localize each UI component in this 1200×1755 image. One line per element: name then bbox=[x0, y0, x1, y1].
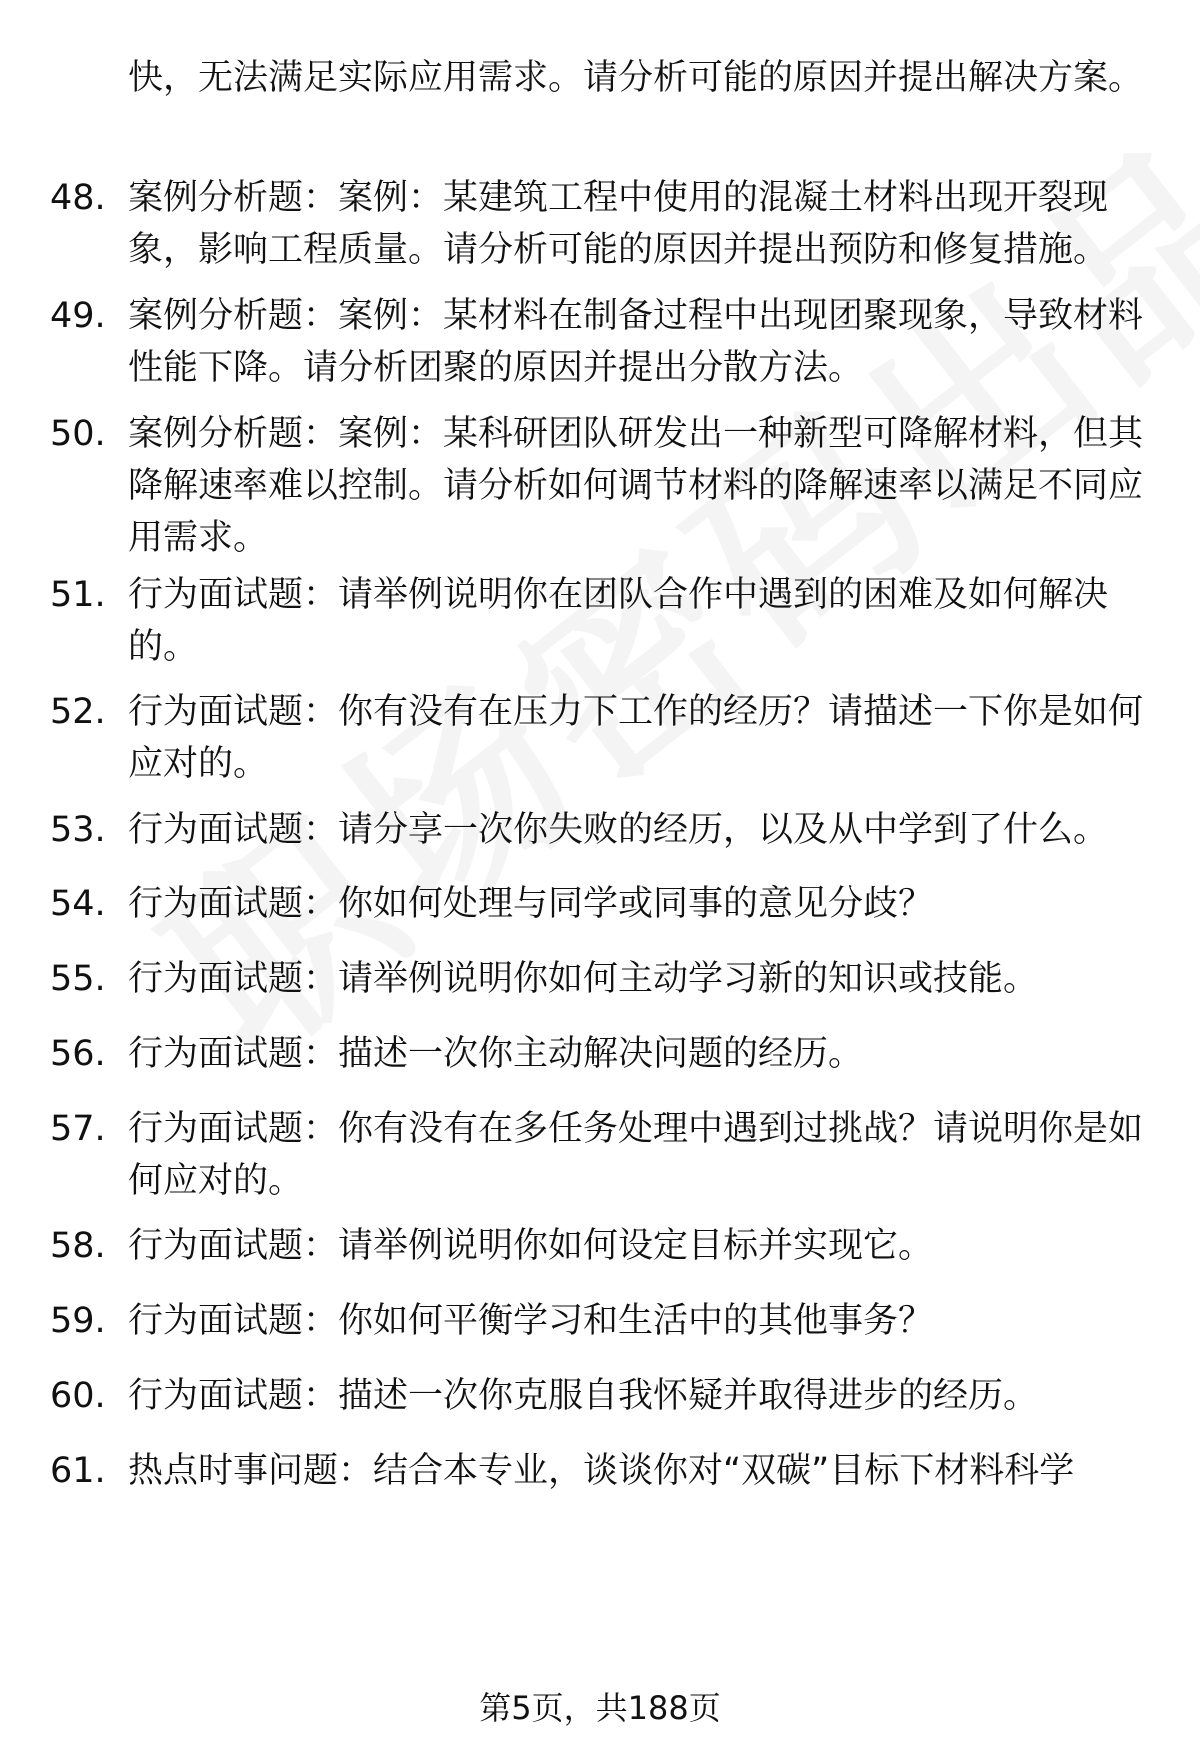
question-text: 行为面试题：描述一次你主动解决问题的经历。 bbox=[128, 1034, 864, 1074]
question-text: 行为面试题：你如何平衡学习和生活中的其他事务？ bbox=[128, 1301, 934, 1341]
question-number: 48. bbox=[50, 178, 106, 218]
question-number: 51. bbox=[50, 575, 106, 615]
question-text: 行为面试题：请举例说明你如何设定目标并实现它。 bbox=[128, 1226, 934, 1266]
question-text: 行为面试题：你有没有在压力下工作的经历？请描述一下你是如何应对的。 bbox=[128, 692, 1144, 784]
question-number: 50. bbox=[50, 414, 106, 454]
question-text: 案例分析题：案例：某科研团队研发出一种新型可降解材料，但其降解速率难以控制。请分析如何调节材料的降解速率以满足不同应用需求。 bbox=[128, 414, 1144, 558]
question-text: 案例分析题：案例：某建筑工程中使用的混凝土材料出现开裂现象，影响工程质量。请分析可能的原因并提出预防和修复措施。 bbox=[128, 178, 1109, 270]
question-text: 行为面试题：描述一次你克服自我怀疑并取得进步的经历。 bbox=[128, 1376, 1039, 1416]
page-footer: 第5页，共188页 bbox=[479, 1689, 721, 1727]
question-number: 61. bbox=[50, 1451, 106, 1491]
question-number: 52. bbox=[50, 692, 106, 732]
question-number: 54. bbox=[50, 884, 106, 924]
question-number: 56. bbox=[50, 1034, 106, 1074]
question-text: 行为面试题：你有没有在多任务处理中遇到过挑战？请说明你是如何应对的。 bbox=[128, 1109, 1144, 1201]
question-text: 行为面试题：请举例说明你在团队合作中遇到的困难及如何解决的。 bbox=[128, 575, 1109, 667]
continued-question-text: 快，无法满足实际应用需求。请分析可能的原因并提出解决方案。 bbox=[128, 58, 1144, 98]
question-number: 58. bbox=[50, 1226, 106, 1266]
question-text: 案例分析题：案例：某材料在制备过程中出现团聚现象，导致材料性能下降。请分析团聚的原因并提出分散方法。 bbox=[128, 296, 1144, 388]
question-number: 60. bbox=[50, 1376, 106, 1416]
question-number: 57. bbox=[50, 1109, 106, 1149]
question-text: 行为面试题：你如何处理与同学或同事的意见分歧？ bbox=[128, 884, 934, 924]
question-text: 行为面试题：请举例说明你如何主动学习新的知识或技能。 bbox=[128, 959, 1039, 999]
question-text: 热点时事问题：结合本专业，谈谈你对“双碳”目标下材料科学 bbox=[128, 1451, 1075, 1491]
question-number: 53. bbox=[50, 810, 106, 850]
question-number: 55. bbox=[50, 959, 106, 999]
question-number: 49. bbox=[50, 296, 106, 336]
question-number: 59. bbox=[50, 1301, 106, 1341]
question-text: 行为面试题：请分享一次你失败的经历，以及从中学到了什么。 bbox=[128, 810, 1109, 850]
